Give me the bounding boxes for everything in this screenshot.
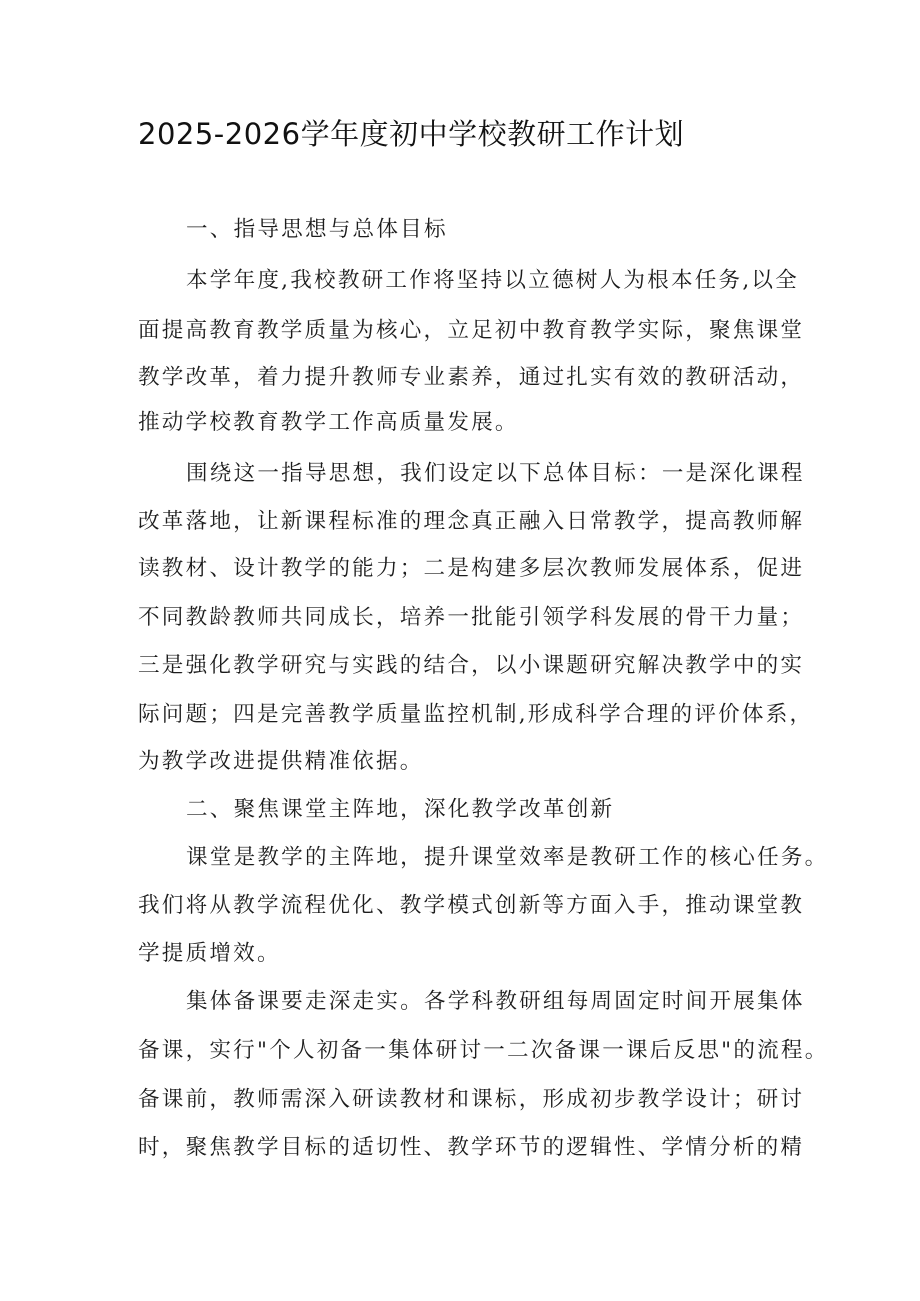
section-heading-2: 二、聚焦课堂主阵地，深化教学改革创新 xyxy=(186,797,615,822)
paragraph-line: 面提高教育教学质量为核心，立足初中教育教学实际，聚焦课堂 xyxy=(138,318,805,343)
paragraph-line: 推动学校教育教学工作高质量发展。 xyxy=(138,410,519,435)
paragraph-line: 不同教龄教师共同成长，培养一批能引领学科发展的骨干力量； xyxy=(138,605,805,630)
paragraph-line: 改革落地，让新课程标准的理念真正融入日常教学，提高教师解 xyxy=(138,509,805,534)
paragraph-line: 三是强化教学研究与实践的结合，以小课题研究解决教学中的实 xyxy=(138,653,805,678)
paragraph-line: 学提质增效。 xyxy=(138,941,281,966)
paragraph-line: 课堂是教学的主阵地，提升课堂效率是教研工作的核心任务。 xyxy=(186,845,829,870)
paragraph-line: 我们将从教学流程优化、教学模式创新等方面入手，推动课堂教 xyxy=(138,893,805,918)
paragraph-line: 集体备课要走深走实。各学科教研组每周固定时间开展集体 xyxy=(186,989,805,1014)
paragraph-line: 备课，实行"个人初备一集体研讨一二次备课一课后反思"的流程。 xyxy=(138,1038,829,1063)
paragraph-line: 围绕这一指导思想，我们设定以下总体目标：一是深化课程 xyxy=(186,461,805,486)
paragraph-line: 际问题；四是完善教学质量监控机制,形成科学合理的评价体系， xyxy=(138,702,814,727)
paragraph-line: 为教学改进提供精准依据。 xyxy=(138,749,424,774)
paragraph-line: 本学年度,我校教研工作将坚持以立德树人为根本任务,以全 xyxy=(186,268,799,293)
paragraph-line: 时，聚焦教学目标的适切性、教学环节的逻辑性、学情分析的精 xyxy=(138,1135,805,1160)
paragraph-line: 教学改革，着力提升教师专业素养，通过扎实有效的教研活动， xyxy=(138,365,805,390)
paragraph-line: 备课前，教师需深入研读教材和课标，形成初步教学设计；研讨 xyxy=(138,1087,805,1112)
paragraph-line: 读教材、设计教学的能力；二是构建多层次教师发展体系，促进 xyxy=(138,556,805,581)
document-title: 2025-2026学年度初中学校教研工作计划 xyxy=(138,117,685,151)
section-heading-1: 一、指导思想与总体目标 xyxy=(186,217,448,242)
